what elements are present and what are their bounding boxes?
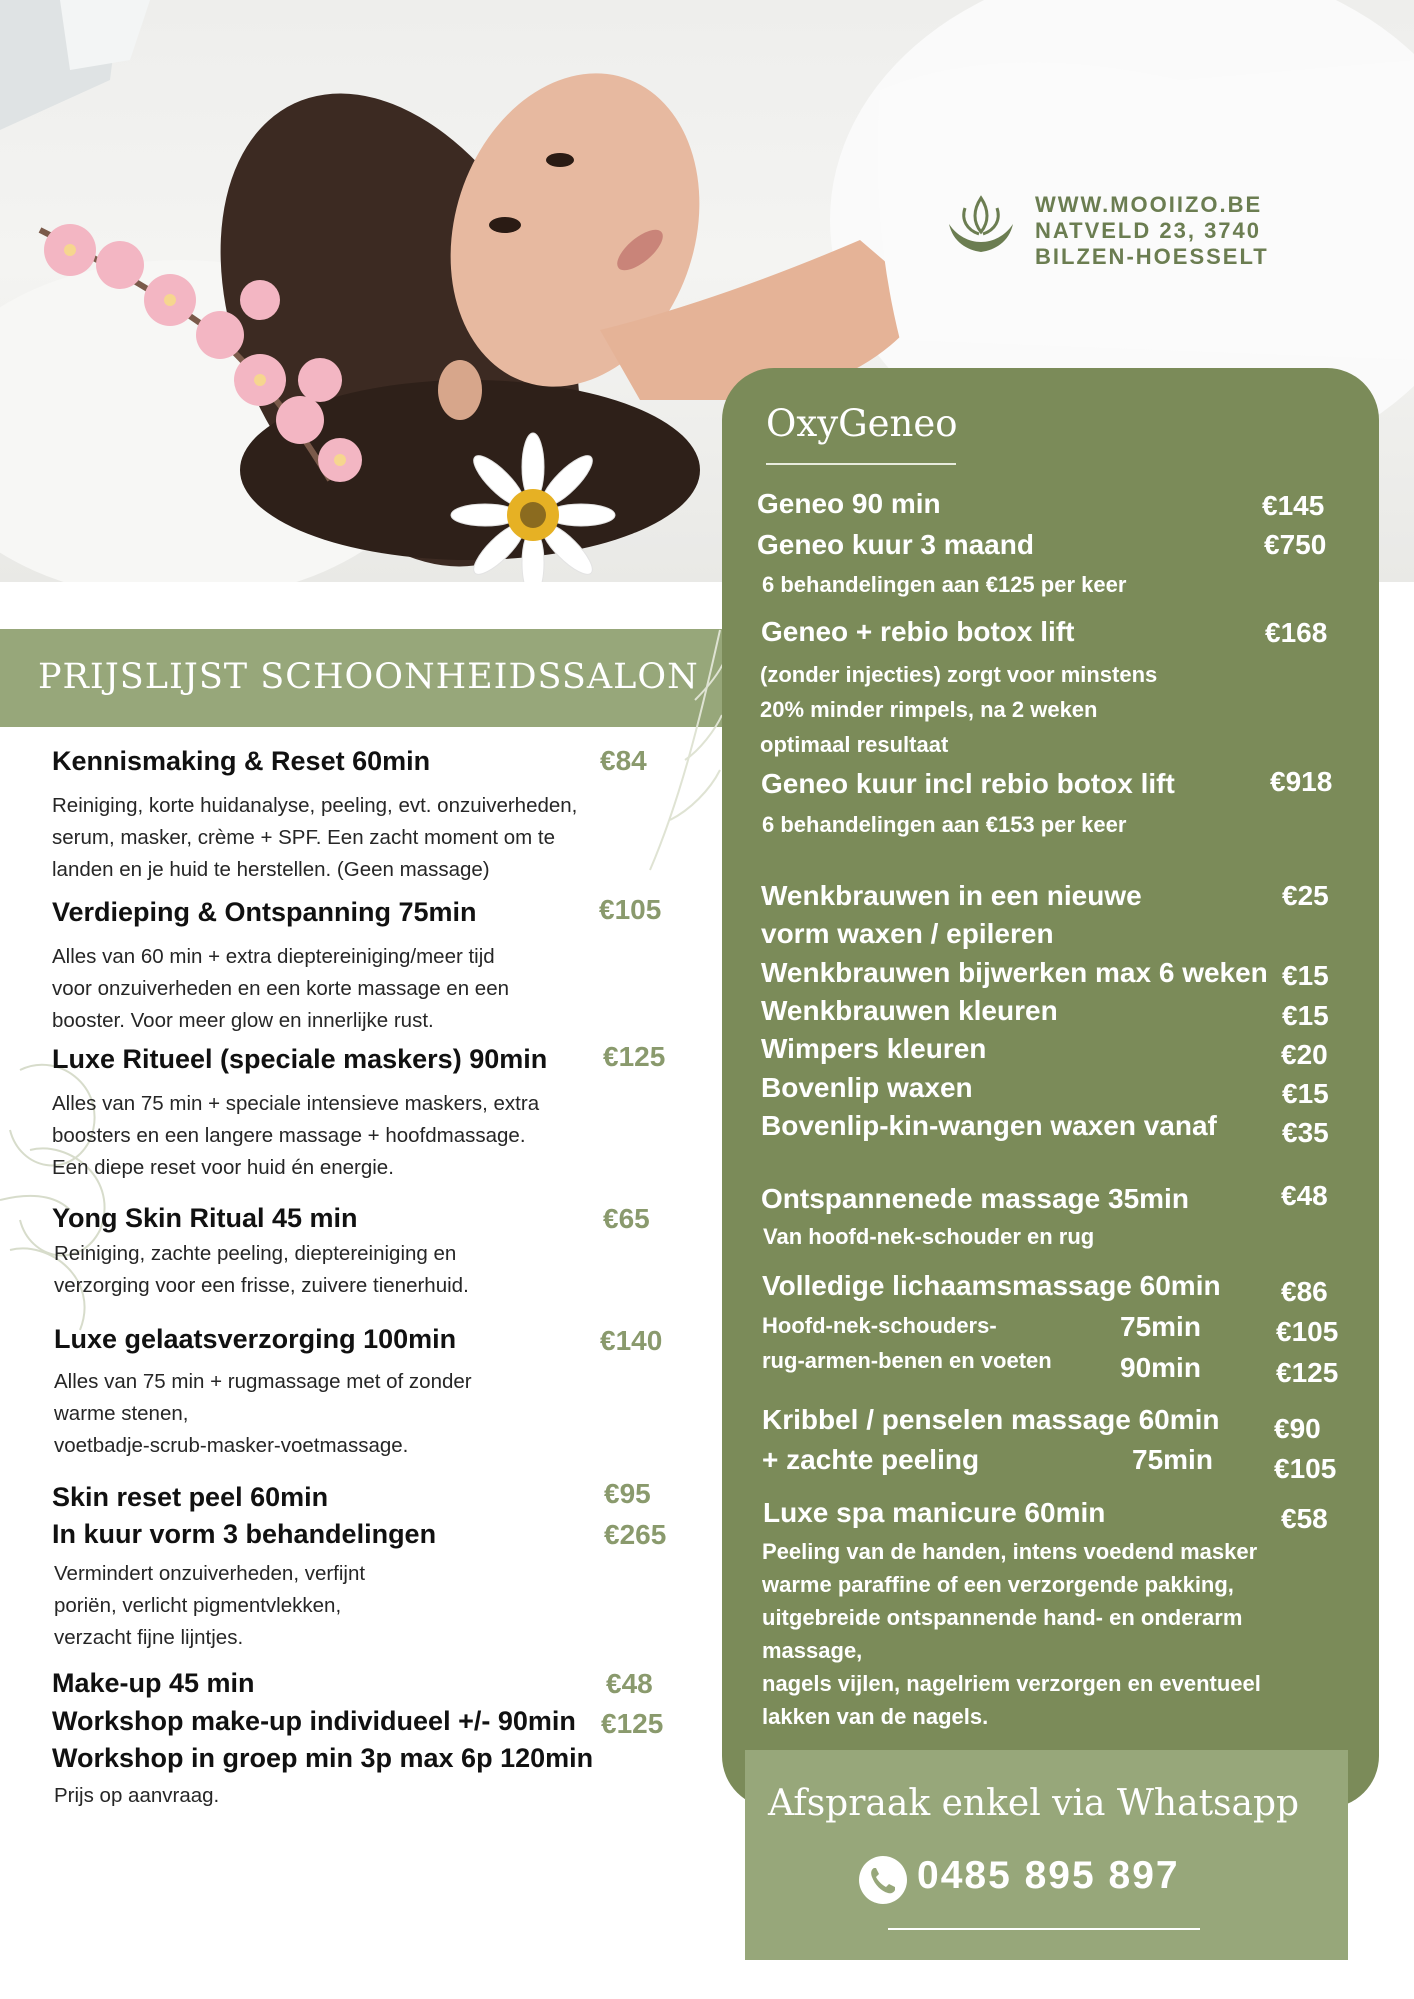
service-title: Yong Skin Ritual 45 min — [52, 1203, 358, 1233]
panel-service-description: 6 behandelingen aan €153 per keer — [762, 812, 1127, 837]
service-price: €84 — [600, 745, 647, 776]
appointment-title: Afspraak enkel via Whatsapp — [768, 1783, 1300, 1824]
panel-service-title: Luxe spa manicure 60min — [763, 1497, 1106, 1528]
panel-service-price: €25 — [1282, 880, 1329, 911]
panel-service-price: €48 — [1281, 1180, 1328, 1211]
panel-service-title: + zachte peeling — [762, 1444, 980, 1475]
address-town: BILZEN-HOESSELT — [1035, 244, 1269, 269]
website-link[interactable]: WWW.MOOIIZO.BE — [1035, 192, 1263, 217]
panel-service-price: €86 — [1281, 1276, 1328, 1307]
panel-duration: 75min — [1120, 1311, 1201, 1342]
service-price: €95 — [604, 1478, 651, 1509]
panel-service-price: €750 — [1264, 529, 1327, 560]
heading-divider — [766, 463, 956, 465]
panel-service-description: Hoofd-nek-schouders- rug-armen-benen en voeten — [762, 1313, 1052, 1373]
panel-service-title: Volledige lichaamsmassage 60min — [762, 1270, 1221, 1301]
panel-service-price: €15 — [1282, 960, 1329, 991]
panel-service-price: €145 — [1262, 490, 1325, 521]
service-description: Alles van 75 min + speciale intensieve maskers, extra boosters en een langere massage + hoofdmassage. Een diepe reset voor huid én energie. — [52, 1092, 540, 1179]
panel-service-title: Bovenlip-kin-wangen waxen vanaf — [761, 1110, 1217, 1141]
service-title: Workshop make-up individueel +/- 90min — [52, 1706, 576, 1736]
address-street: NATVELD 23, 3740 — [1035, 218, 1262, 243]
panel-service-title: Kribbel / penselen massage 60min — [762, 1404, 1220, 1435]
service-title: Verdieping & Ontspanning 75min — [52, 897, 477, 927]
service-description: Alles van 75 min + rugmassage met of zonder warme stenen, voetbadje-scrub-masker-voetmassage. — [54, 1370, 472, 1457]
panel-service-price: €20 — [1281, 1039, 1328, 1070]
panel-service-title: Wenkbrauwen kleuren — [761, 995, 1058, 1026]
phone-number[interactable]: 0485 895 897 — [917, 1854, 1180, 1897]
panel-service-title: Ontspannenede massage 35min — [761, 1183, 1189, 1214]
service-price: €125 — [603, 1041, 666, 1072]
panel-service-description: (zonder injecties) zorgt voor minstens 20% minder rimpels, na 2 weken optimaal resultaat — [760, 662, 1158, 757]
panel-service-title: Wenkbrauwen in een nieuwe — [761, 880, 1142, 911]
price-list-title-bar — [0, 629, 722, 727]
service-description: Alles van 60 min + extra dieptereiniging/meer tijd voor onzuiverheden en een korte massage en een booster. Voor meer glow en innerlijke rust. — [52, 945, 510, 1032]
appointment-divider — [888, 1928, 1200, 1930]
panel-service-price: €15 — [1282, 1000, 1329, 1031]
service-title: Luxe gelaatsverzorging 100min — [54, 1324, 457, 1354]
service-price: €105 — [599, 894, 662, 925]
panel-service-price: €918 — [1270, 766, 1333, 797]
leaf-lineart-icon — [640, 620, 730, 880]
service-price: €48 — [606, 1668, 653, 1699]
panel-service-price: €35 — [1282, 1117, 1329, 1148]
service-description: Reiniging, korte huidanalyse, peeling, evt. onzuiverheden, serum, masker, crème + SPF. Een zacht moment om te landen en je huid te herstellen. (Geen massage) — [52, 794, 578, 881]
panel-service-price: €125 — [1276, 1357, 1339, 1388]
panel-service-price: €58 — [1281, 1503, 1328, 1534]
panel-service-title: Geneo + rebio botox lift — [761, 616, 1075, 647]
panel-service-price: €168 — [1265, 617, 1328, 648]
service-title: Skin reset peel 60min — [52, 1482, 329, 1512]
service-title: Kennismaking & Reset 60min — [52, 746, 431, 776]
panel-service-title: Geneo 90 min — [757, 488, 941, 519]
panel-service-title: Bovenlip waxen — [761, 1072, 973, 1103]
panel-service-description: 6 behandelingen aan €125 per keer — [762, 572, 1127, 597]
panel-service-title: Geneo kuur incl rebio botox lift — [761, 768, 1175, 799]
panel-duration: 75min — [1132, 1444, 1213, 1475]
panel-service-description: Van hoofd-nek-schouder en rug — [763, 1224, 1095, 1249]
floral-lineart-icon — [0, 1030, 140, 1360]
service-price: €265 — [604, 1519, 667, 1550]
service-description: Vermindert onzuiverheden, verfijnt poriën, verlicht pigmentvlekken, verzacht fijne lijntjes. — [54, 1562, 366, 1649]
whatsapp-phone-icon — [858, 1855, 908, 1905]
service-title: In kuur vorm 3 behandelingen — [52, 1519, 437, 1549]
panel-service-description: Peeling van de handen, intens voedend masker warme paraffine of een verzorgende pakking, uitgebreide ontspannende hand- en onderarm massage, nagels vijlen, nagelriem verzorgen en eventueel lakken van de nagels. — [762, 1539, 1261, 1729]
service-description: Prijs op aanvraag. — [54, 1784, 220, 1807]
panel-duration: 90min — [1120, 1352, 1201, 1383]
panel-service-title: Wenkbrauwen bijwerken max 6 weken — [761, 957, 1268, 988]
panel-service-price: €105 — [1274, 1453, 1337, 1484]
lotus-hands-icon — [945, 194, 1017, 260]
panel-service-price: €90 — [1274, 1413, 1321, 1444]
panel-service-title: Wimpers kleuren — [761, 1033, 987, 1064]
price-list-title: PRIJSLIJST SCHOONHEIDSSALON — [38, 657, 699, 697]
panel-service-price: €105 — [1276, 1316, 1339, 1347]
service-price: €125 — [601, 1708, 664, 1739]
service-title: Luxe Ritueel (speciale maskers) 90min — [52, 1044, 548, 1074]
service-title: Workshop in groep min 3p max 6p 120min — [52, 1743, 594, 1773]
panel-service-price: €15 — [1282, 1078, 1329, 1109]
service-description: Reiniging, zachte peeling, dieptereiniging en verzorging voor een frisse, zuivere tienerhuid. — [54, 1242, 469, 1297]
service-price: €65 — [603, 1203, 650, 1234]
service-price: €140 — [600, 1325, 663, 1356]
panel-service-title: vorm waxen / epileren — [761, 918, 1054, 949]
panel-service-title: Geneo kuur 3 maand — [757, 529, 1034, 560]
oxygeneo-heading: OxyGeneo — [766, 402, 958, 445]
service-title: Make-up 45 min — [52, 1668, 255, 1698]
